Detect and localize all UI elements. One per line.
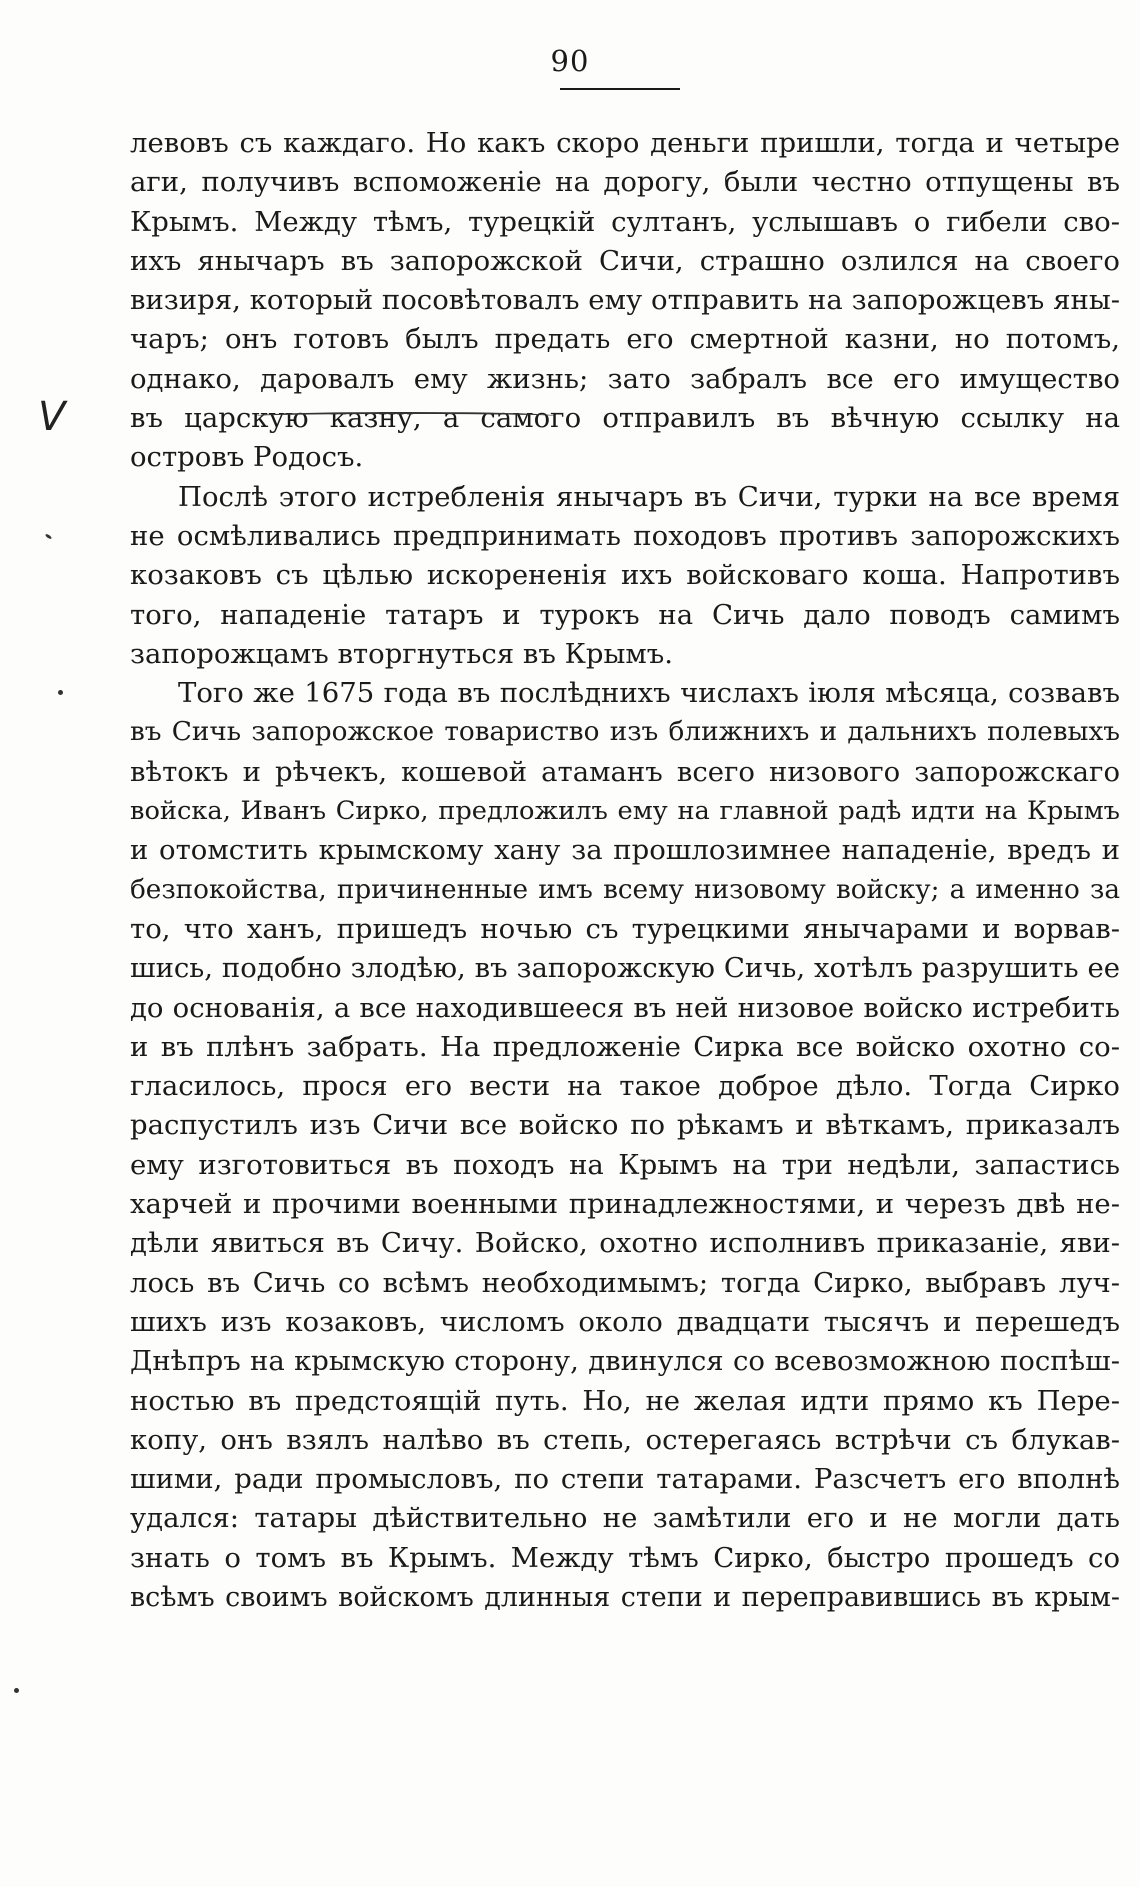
text-line: ностью въ предстоящій путь. Но, не желая идти прямо къ Пере-: [130, 1384, 1120, 1417]
text-line: то, что ханъ, пришедъ ночью съ турецкими янычарами и ворвав-: [130, 912, 1120, 945]
text-line: Того же 1675 года въ послѣднихъ числахъ іюля мѣсяца, созвавъ: [178, 677, 1120, 710]
text-line: не осмѣливались предпринимать походовъ противъ запорожскихъ: [130, 519, 1120, 552]
text-line: удался: татары дѣйствительно не замѣтили его и не могли дать: [130, 1502, 1120, 1535]
text-line: и отомстить крымскому хану за прошлозимнее нападеніе, вредъ и: [130, 834, 1120, 867]
text-line: островъ Родосъ.: [130, 441, 364, 474]
header-rule: [560, 88, 680, 90]
text-line: харчей и прочими военными принадлежностями, и черезъ двѣ не-: [130, 1188, 1120, 1221]
text-line: Крымъ. Между тѣмъ, турецкій султанъ, услышавъ о гибели сво-: [130, 205, 1120, 238]
text-line: въ Сичь запорожское товариство изъ ближнихъ и дальнихъ полевыхъ: [130, 717, 1120, 748]
text-line: дѣли явиться въ Сичу. Войско, охотно исполнивъ приказаніе, яви-: [130, 1227, 1120, 1260]
text-line: копу, онъ взялъ налѣво въ степь, остерегаясь встрѣчи съ блукав-: [130, 1423, 1120, 1456]
margin-stray-mark: [14, 1688, 19, 1693]
text-line: лось въ Сичь со всѣмъ необходимымъ; тогда Сирко, выбравъ луч-: [130, 1266, 1120, 1299]
margin-stray-mark: [58, 690, 63, 695]
text-line: Послѣ этого истребленія янычаръ въ Сичи, турки на все время: [178, 480, 1120, 513]
text-line: визиря, который посовѣтовалъ ему отправить на запорожцевъ яны-: [130, 284, 1120, 317]
text-line: запорожцамъ вторгнуться въ Крымъ.: [130, 637, 674, 670]
text-line: однако, даровалъ ему жизнь; зато забралъ все его имущество: [130, 362, 1120, 395]
text-line: шихъ изъ козаковъ, числомъ около двадцати тысячъ и перешедъ: [130, 1305, 1120, 1338]
margin-check-mark: V: [38, 394, 66, 440]
text-line: въ царскую казну, а самого отправилъ въ вѣчную ссылку на: [130, 402, 1120, 435]
text-line: войска, Иванъ Сирко, предложилъ ему на главной радѣ идти на Крымъ: [130, 796, 1120, 827]
text-line: левовъ съ каждаго. Но какъ скоро деньги пришли, тогда и четыре: [130, 127, 1120, 159]
text-line: шими, ради промысловъ, по степи татарами. Разсчетъ его вполнѣ: [130, 1463, 1120, 1496]
text-line: знать о томъ въ Крымъ. Между тѣмъ Сирко, быстро прошедъ со: [130, 1541, 1120, 1574]
text-line: до основанія, а все находившееся въ ней низовое войско истребить: [130, 991, 1120, 1024]
text-line: того, нападеніе татаръ и турокъ на Сичь дало поводъ самимъ: [130, 598, 1120, 631]
text-line: всѣмъ своимъ войскомъ длинныя степи и переправившись въ крым-: [130, 1581, 1120, 1613]
margin-stray-mark: [45, 533, 52, 539]
page-number: 90: [550, 44, 590, 78]
pencil-underline: [256, 412, 556, 420]
text-line: гласилось, прося его вести на такое доброе дѣло. Тогда Сирко: [130, 1070, 1120, 1103]
text-line: чаръ; онъ готовъ былъ предать его смертной казни, но потомъ,: [130, 323, 1120, 356]
text-line: безпокойства, причиненные имъ всему низовому войску; а именно за: [130, 874, 1120, 905]
text-line: и въ плѣнъ забрать. На предложеніе Сирка все войско охотно со-: [130, 1030, 1120, 1063]
text-line: вѣтокъ и рѣчекъ, кошевой атаманъ всего низового запорожскаго: [130, 755, 1120, 788]
text-line: шись, подобно злодѣю, въ запорожскую Сичь, хотѣлъ разрушить ее: [130, 952, 1120, 985]
text-line: Днѣпръ на крымскую сторону, двинулся со всевозможною поспѣш-: [130, 1345, 1120, 1378]
text-line: ему изготовиться въ походъ на Крымъ на три недѣли, запастись: [130, 1148, 1120, 1181]
text-line: ихъ янычаръ въ запорожской Сичи, страшно озлился на своего: [130, 244, 1120, 277]
text-line: козаковъ съ цѣлью искорененія ихъ войсковаго коша. Напротивъ: [130, 559, 1120, 592]
text-line: распустилъ изъ Сичи все войско по рѣкамъ и вѣткамъ, приказалъ: [130, 1109, 1120, 1142]
body-text: [130, 124, 1120, 1617]
text-line: аги, получивъ вспоможеніе на дорогу, были честно отпущены въ: [130, 166, 1120, 199]
